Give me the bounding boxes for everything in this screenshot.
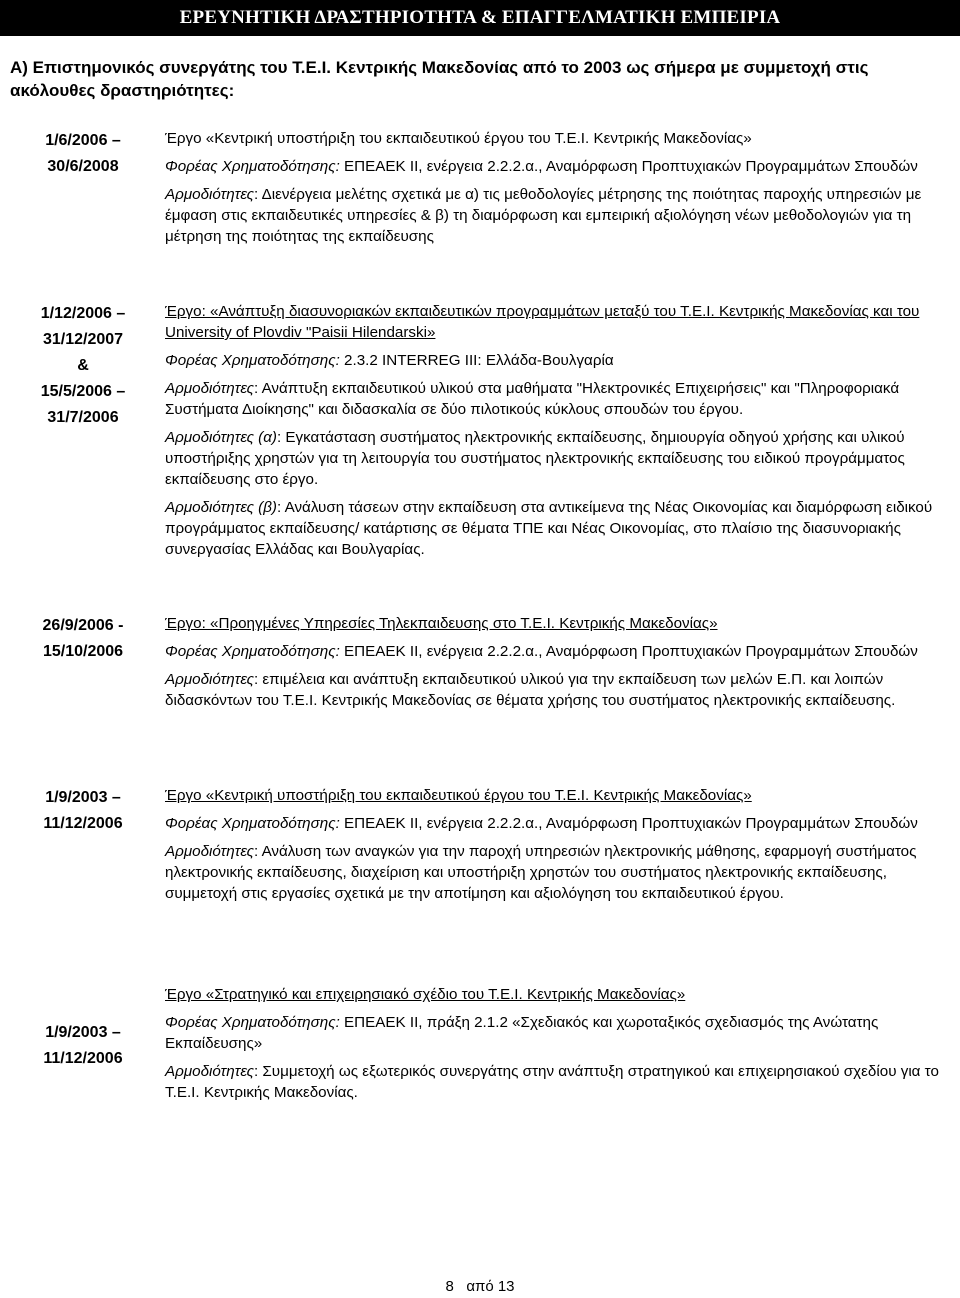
intro-heading: Α) Επιστημονικός συνεργάτης του Τ.Ε.Ι. Κεντρικής Μακεδονίας από το 2003 ως σήμερα με συμμετοχή στις ακόλουθες δραστηριότητες:: [10, 58, 869, 100]
funding-text: ΕΠΕΑΕΚ ΙΙ, ενέργεια 2.2.2.α., Αναμόρφωση Προπτυχιακών Προγραμμάτων Σπουδών: [339, 158, 918, 175]
entry-title: Έργο «Κεντρική υποστήριξη του εκπαιδευτικού έργου του Τ.Ε.Ι. Κεντρικής Μακεδονίας»: [165, 130, 752, 147]
date-line: 15/10/2006: [42, 643, 124, 660]
entry-title: Έργο «Στρατηγικό και επιχειρησιακό σχέδιο του Τ.Ε.Ι. Κεντρικής Μακεδονίας»: [165, 986, 686, 1003]
date-line: 11/12/2006: [43, 815, 123, 832]
funding-label: Φορέας Χρηματοδότησης:: [165, 158, 340, 175]
entry-dates: [28, 301, 138, 431]
duties-label: Αρμοδιότητες: [165, 186, 254, 203]
entry-title: Έργο: «Προηγμένες Υπηρεσίες Τηλεκπαιδευσης στο Τ.Ε.Ι. Κεντρικής Μακεδονίας»: [165, 615, 718, 632]
date-line: 31/12/2007: [42, 331, 124, 348]
funding-label: Φορέας Χρηματοδότησης:: [165, 643, 340, 660]
duties-a-text: : Εγκατάσταση συστήματος ηλεκτρονικής εκπαίδευσης, δημιουργία οδηγού χρήσης και υλικού υποστήριξης χρηστών για τη λειτουργία του συστήματος ηλεκτρονικής εκπαίδευσης του ειδικού προγράμματος εκπαίδευσης στο έργο.: [165, 429, 905, 488]
funding-label: Φορέας Χρηματοδότησης:: [165, 1014, 340, 1031]
funding-label: Φορέας Χρηματοδότησης:: [165, 815, 340, 832]
entry-body: [165, 613, 945, 711]
duties-text: : Συμμετοχή ως εξωτερικός συνεργάτης στην ανάπτυξη στρατηγικού και επιχειρησιακού σχεδίου για το Τ.Ε.Ι. Κεντρικής Μακεδονίας.: [165, 1063, 939, 1101]
entry-title: Έργο: «Ανάπτυξη διασυνοριακών εκπαιδευτικών προγραμμάτων μεταξύ του Τ.Ε.Ι. Κεντρικής Μακεδονίας και του University of Plovdiv "Paisii Hilendarski»: [165, 303, 920, 341]
entry-body: [165, 128, 945, 247]
duties-text: : Ανάπτυξη εκπαιδευτικού υλικού στα μαθήματα "Ηλεκτρονικές Επιχειρήσεις" και "Πληροφοριακά Συστήματα Διοίκησης" και διδασκαλία σε δύο πιλοτικούς κύκλους σπουδών του έργου.: [165, 380, 900, 418]
entry-dates: [28, 785, 138, 837]
entry-body: [165, 785, 945, 904]
duties-b-text: : Ανάλυση τάσεων στην εκπαίδευση στα αντικείμενα της Νέας Οικονομίας και διαμόρφωση ειδικού προγράμματος εκπαίδευσης/ κατάρτισης σε θέματα ΤΠΕ και Νέας Οικονομίας, στο πλαίσιο της διασυνοριακής συνεργασίας Ελλάδας και Βουλγαρίας.: [165, 499, 933, 558]
entry-dates: [28, 613, 138, 665]
date-line: 1/6/2006 –: [45, 132, 121, 149]
date-line: 30/6/2008: [47, 158, 119, 175]
duties-text: : Ανάλυση των αναγκών για την παροχή υπηρεσιών ηλεκτρονικής μάθησης, εφαρμογή συστήματος ηλεκτρονικής εκπαίδευσης, διαχείριση και υποστήριξη χρηστών του συστήματος ηλεκτρονικής εκπαίδευσης, συμμετοχή στις εργασίες σχετικά με την αποτίμηση και αξιολόγηση του εκπαιδευτικού έργου.: [165, 843, 917, 902]
entry-body: [165, 984, 945, 1103]
entry-title: Έργο «Κεντρική υποστήριξη του εκπαιδευτικού έργου του Τ.Ε.Ι. Κεντρικής Μακεδονίας»: [165, 787, 752, 804]
date-line: 1/12/2006 –: [40, 305, 126, 322]
duties-a-label: Αρμοδιότητες (α): [165, 429, 277, 446]
page-number: 8 από 13: [445, 1278, 515, 1295]
duties-text: : Διενέργεια μελέτης σχετικά με α) τις μεθοδολογίες μέτρησης της ποιότητας παροχής υπηρεσιών με έμφαση στις εκπαιδευτικές υπηρεσίες & β) τη διαμόρφωση και εμπειρική αξιολόγηση νέων μεθοδολογιών για τη μέτρηση της ποιότητας της εκπαίδευσης: [165, 186, 922, 245]
duties-label: Αρμοδιότητες: [165, 380, 254, 397]
funding-text: ΕΠΕΑΕΚ ΙΙ, ενέργεια 2.2.2.α., Αναμόρφωση Προπτυχιακών Προγραμμάτων Σπουδών: [339, 643, 918, 660]
duties-label: Αρμοδιότητες: [165, 671, 254, 688]
duties-label: Αρμοδιότητες: [165, 843, 254, 860]
duties-b-label: Αρμοδιότητες (β): [165, 499, 277, 516]
date-line: 1/9/2003 –: [45, 789, 121, 806]
funding-text: ΕΠΕΑΕΚ ΙΙ, ενέργεια 2.2.2.α., Αναμόρφωση Προπτυχιακών Προγραμμάτων Σπουδών: [339, 815, 918, 832]
funding-label: Φορέας Χρηματοδότησης:: [165, 352, 340, 369]
date-line: &: [77, 357, 89, 374]
date-line: 1/9/2003 –: [45, 1024, 121, 1041]
date-line: 31/7/2006: [47, 409, 119, 426]
duties-label: Αρμοδιότητες: [165, 1063, 254, 1080]
section-banner: ΕΡΕΥΝΗΤΙΚΗ ΔΡΑΣΤΗΡΙΟΤΗΤΑ & ΕΠΑΓΓΕΛΜΑΤΙΚΗ ΕΜΠΕΙΡΙΑ: [0, 0, 960, 36]
entry-body: [165, 301, 945, 560]
entry-dates: [28, 128, 138, 180]
entry-dates: [28, 1020, 138, 1072]
funding-text: 2.3.2 INTERREG III: Ελλάδα-Βουλγαρία: [339, 352, 614, 369]
duties-text: : επιμέλεια και ανάπτυξη εκπαιδευτικού υλικού για την εκπαίδευση των μελών Ε.Π. και λοιπών διδασκόντων του Τ.Ε.Ι. Κεντρικής Μακεδονίας σε θέματα χρήσης του συστήματος ηλεκτρονικής εκπαίδευσης.: [165, 671, 896, 709]
date-line: 15/5/2006 –: [40, 383, 126, 400]
date-line: 26/9/2006 -: [42, 617, 124, 634]
date-line: 11/12/2006: [43, 1050, 123, 1067]
funding-text: ΕΠΕΑΕΚ ΙΙ, πράξη 2.1.2 «Σχεδιακός και χωροταξικός σχεδιασμός της Ανώτατης Εκπαίδευσης»: [165, 1014, 879, 1052]
